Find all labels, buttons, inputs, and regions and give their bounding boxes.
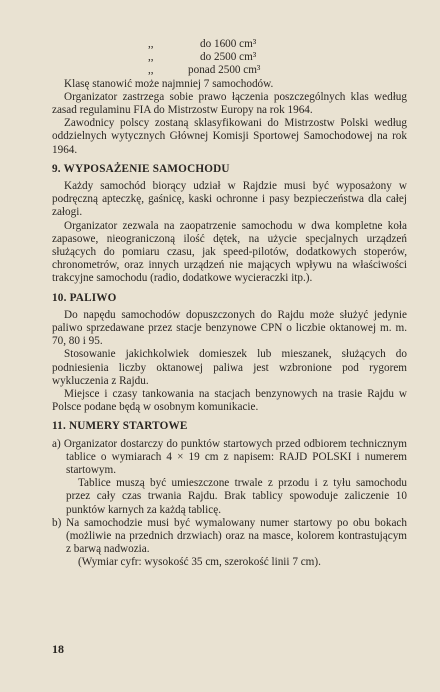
ditto-mark: ,, <box>148 51 154 64</box>
section-heading: 11. NUMERY STARTOWE <box>52 420 188 433</box>
ditto-mark: ,, <box>148 38 154 50</box>
section-heading: 9. WYPOSAŻENIE SAMOCHODU <box>52 162 230 175</box>
page-content <box>52 38 407 570</box>
ditto-mark: ,, <box>148 64 154 77</box>
paragraph: Do napędu samochodów dopuszczonych do Rajdu może służyć jedynie paliwo sprzedawane przez stacje benzynowe CPN o liczbie oktanowej m. m. 70, 80 i 95. <box>52 308 407 348</box>
paragraph: Miejsce i czasy tankowania na stacjach benzynowych na trasie Rajdu w Polsce podane będą w osobnym komunikacie. <box>52 388 407 414</box>
paragraph: Organizator zezwala na zaopatrzenie samochodu w dwa kompletne koła zapasowe, nieograniczoną ilość dętek, na użycie specjalnych urządzeń służących do pomiaru czasu, jak speed-pilotów, dodatkowych stoperów, chronometrów, oraz innych urządzeń nie mających wpływu na właściwości trakcyjne samochodu (radio, dodatkowe wycieraczki itp.). <box>52 219 407 285</box>
page-number: 18 <box>52 642 64 656</box>
class-value: do 2500 cm³ <box>200 51 257 64</box>
paragraph: Stosowanie jakichkolwiek domieszek lub mieszanek, służących do podniesienia liczby oktanowej paliwa jest wzbronione pod rygorem wykluczenia z Rajdu. <box>52 348 407 387</box>
section-heading: 10. PALIWO <box>52 291 117 304</box>
paragraph: Klasę stanowić może najmniej 7 samochodów. <box>64 77 274 90</box>
list-item-a: a) Organizator dostarczy do punktów startowych przed odbiorem technicznym tablice o wymiarach 4 × 19 cm z napisem: RAJD POLSKI i numerem startowym. <box>52 437 407 477</box>
paragraph: Organizator zastrzega sobie prawo łączenia poszczególnych klas według zasad regulaminu FIA do Mistrzostw Europy na rok 1964. <box>52 90 407 116</box>
class-row <box>52 51 407 64</box>
list-item-b-continuation: (Wymiar cyfr: wysokość 35 cm, szerokość linii 7 cm). <box>78 556 321 569</box>
class-value: do 1600 cm³ <box>200 38 257 50</box>
paragraph: Każdy samochód biorący udział w Rajdzie musi być wyposażony w podręczną apteczkę, gaśnicę, kaski ochronne i pasy bezpieczeństwa dla całej załogi. <box>52 179 407 219</box>
class-row <box>52 64 407 77</box>
list-item-a-continuation: Tablice muszą być umieszczone trwale z przodu i z tyłu samochodu przez cały czas trwania Rajdu. Brak tablicy spowoduje zaliczenie 10 punktów karnych za każdą tablicę. <box>66 477 407 516</box>
class-row <box>52 38 407 51</box>
paragraph: Zawodnicy polscy zostaną sklasyfikowani do Mistrzostw Polski według oddzielnych wytycznych Głównej Komisji Sportowej Samochodowej na rok 1964. <box>52 117 407 156</box>
list-item-b: b) Na samochodzie musi być wymalowany numer startowy po obu bokach (możliwie na przednich drzwiach) oraz na masce, kolorem kontrastującym z barwą nadwozia. <box>52 516 407 556</box>
class-value: ponad 2500 cm³ <box>188 64 261 77</box>
